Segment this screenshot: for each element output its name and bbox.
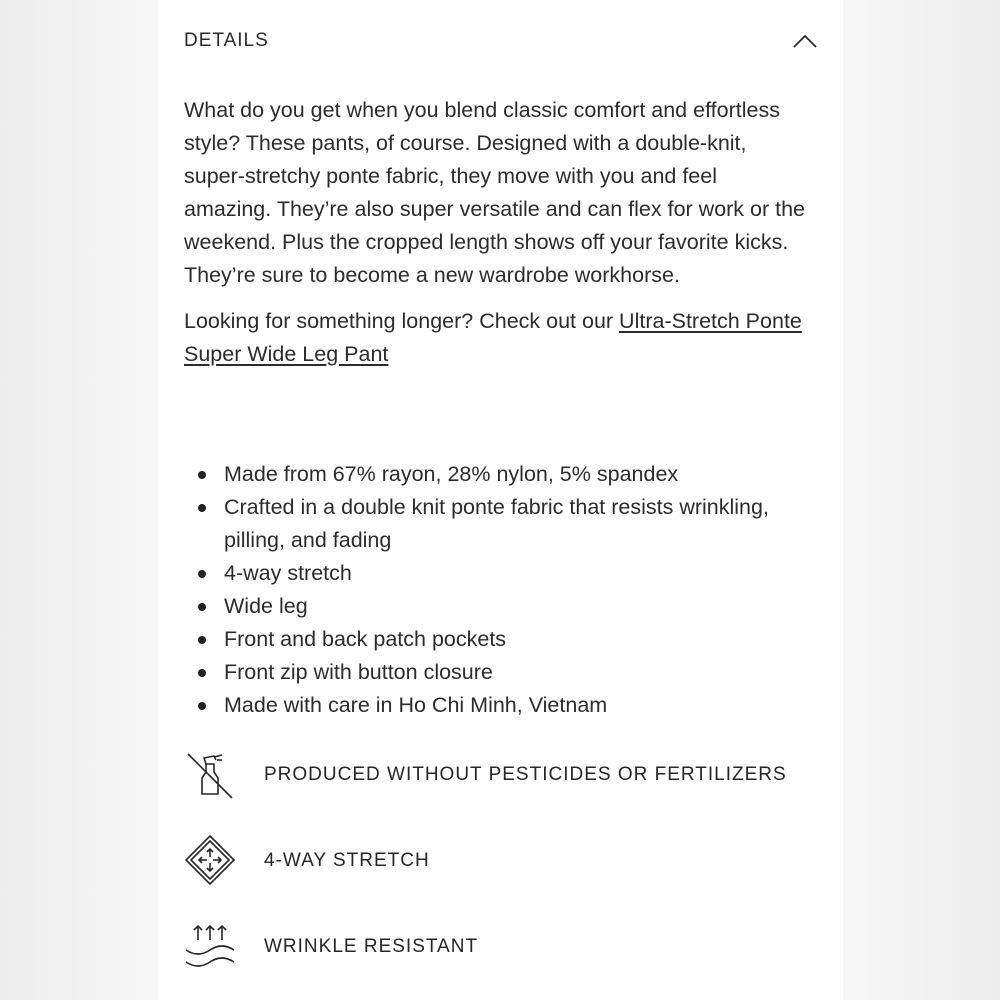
- list-item: 4-way stretch: [224, 557, 809, 590]
- list-item: Made from 67% rayon, 28% nylon, 5% spandex: [224, 458, 809, 491]
- list-item: Wide leg: [224, 590, 809, 623]
- attribute-four-way-stretch: [184, 834, 824, 890]
- wrinkle-resistant-icon: [184, 920, 240, 976]
- list-item: Crafted in a double knit ponte fabric that resists wrinkling, pilling, and fading: [224, 491, 809, 557]
- list-item: Front and back patch pockets: [224, 623, 809, 656]
- chevron-up-icon[interactable]: [792, 28, 818, 54]
- page-background-right: [843, 0, 1000, 1000]
- attribute-label: PRODUCED WITHOUT PESTICIDES OR FERTILIZERS: [264, 764, 787, 785]
- attribute-label: 4-WAY STRETCH: [264, 850, 430, 871]
- attribute-no-pesticides: [184, 748, 824, 804]
- details-panel: [158, 0, 843, 1000]
- details-title: DETAILS: [184, 30, 269, 51]
- list-item: Made with care in Ho Chi Minh, Vietnam: [224, 689, 809, 722]
- details-description: [184, 94, 809, 371]
- list-item: Front zip with button closure: [224, 656, 809, 689]
- attribute-label: WRINKLE RESISTANT: [264, 936, 479, 957]
- ultra-stretch-ponte-link[interactable]: Ultra-Stretch Ponte Super Wide Leg Pant: [184, 309, 802, 366]
- attribute-wrinkle-resistant: [184, 920, 824, 976]
- description-paragraph: What do you get when you blend classic comfort and effortless style? These pants, of course. Designed with a double-knit, super-stretchy ponte fabric, they move with you and feel amazing. They’re also super versatile and can flex for work or the weekend. Plus the cropped length shows off your favorite kicks. They’re sure to become a new wardrobe workhorse.: [184, 98, 806, 287]
- page-background-left: [0, 0, 158, 1000]
- no-pesticide-spray-icon: [184, 748, 240, 804]
- longer-length-text: Looking for something longer? Check out our: [184, 309, 620, 333]
- feature-list: [184, 458, 809, 722]
- four-way-stretch-icon: [184, 834, 240, 890]
- details-accordion-header[interactable]: [184, 28, 824, 56]
- longer-length-paragraph: [184, 305, 809, 371]
